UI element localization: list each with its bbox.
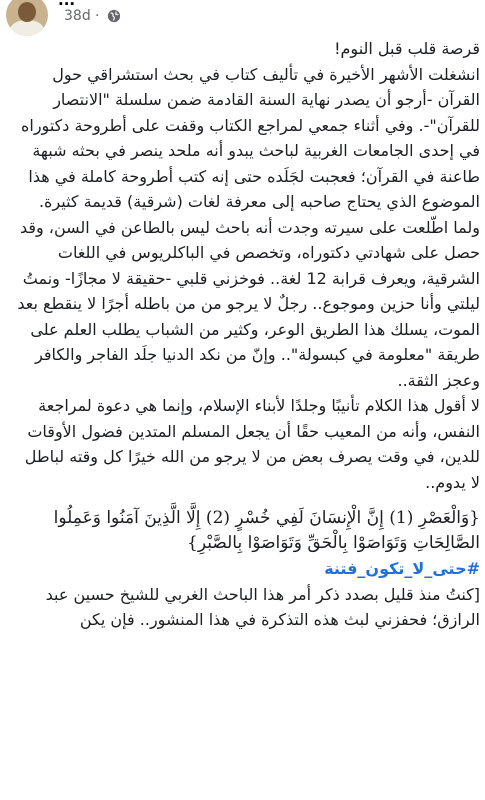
post-header (0, 0, 485, 34)
author-name[interactable]: ... (58, 0, 76, 9)
quran-verse: {وَالْعَصْرِ (1) إِنَّ الْإِنسَانَ لَفِي خُسْرٍ (2) إِلَّا الَّذِينَ آمَنُوا وَعَمِلُوا الصَّالِحَاتِ وَتَوَاصَوْا بِالْحَقِّ وَتَوَاصَوْا بِالصَّبْرِ} (53, 508, 480, 553)
post-paragraph-quote: [كنتُ منذ قليل بصدد ذكر أمر هذا الباحث الغربي للشيخ حسين عبد الرازق؛ فحفزني لبث هذه التذكرة في هذا المنشور.. فإن يكن (45, 584, 480, 629)
post-paragraph-title: قرصة قلب قبل النوم! (334, 39, 480, 58)
avatar-face (18, 2, 36, 22)
paragraph-spacer (12, 495, 480, 506)
avatar-shirt (10, 20, 44, 36)
post-body (12, 36, 480, 633)
post-timestamp[interactable]: 38d (64, 8, 91, 24)
author-avatar[interactable] (6, 0, 48, 36)
hashtag-link[interactable]: #حتى_لا_تكون_فتنة (324, 559, 480, 578)
post-paragraph-reflection: لا أقول هذا الكلام تأنيبًا وجلدًا لأبناء الإسلام، وإنما هي دعوة لمراجعة النفس، وأنه من المعيب حقًا أن يجعل المسلم المتدين فضول الأوقات للدين، في وقت يصرف بعض من لا يرجو من الله خيرًا كل وقته لباطل لا يدوم.. (24, 396, 480, 492)
post-paragraph-main: انشغلت الأشهر الأخيرة في تأليف كتاب في بحث استشراقي حول القرآن -أرجو أن يصدر نهاية السنة القادمة ضمن سلسلة "الانتصار للقرآن"-. وفي أثناء جمعي لمراجع الكتاب وقفت على أطروحة دكتوراه في إحدى الجامعات الغربية لباحث يبدو أنه ملحد ينصر في بحثه شبهة طاعنة في القرآن؛ فعجبت لجَلَده حتى إنه كتب أطروحة كاملة في هذا الموضوع الذي يحتاج صاحبه إلى معرفة لغات (شرقية) قديمة كثيرة. ولما اطّلعت على سيرته وجدت أنه باحث ليس بالطاعن في السن، وقد حصل على شهادتي دكتوراه، وتخصص في الباكلريوس في اللغات الشرقية، ويعرف قرابة 12 لغة.. فوخزني قلبي -حقيقة لا مجازًا- ونمتُ ليلتي وأنا حزين وموجوع.. رجلٌ لا يرجو من من باطله أجرًا لا ينقطع بعد الموت، يسلك هذا الطريق الوعر، وكثير من الشباب يطلب العلم على طريقة "معلومة في كبسولة".. وإنّ من نكد الدنيا جلَد الفاجر والكافر وعجز الثقة.. (17, 64, 480, 390)
globe-icon (107, 9, 121, 23)
meta-separator: · (95, 8, 100, 24)
